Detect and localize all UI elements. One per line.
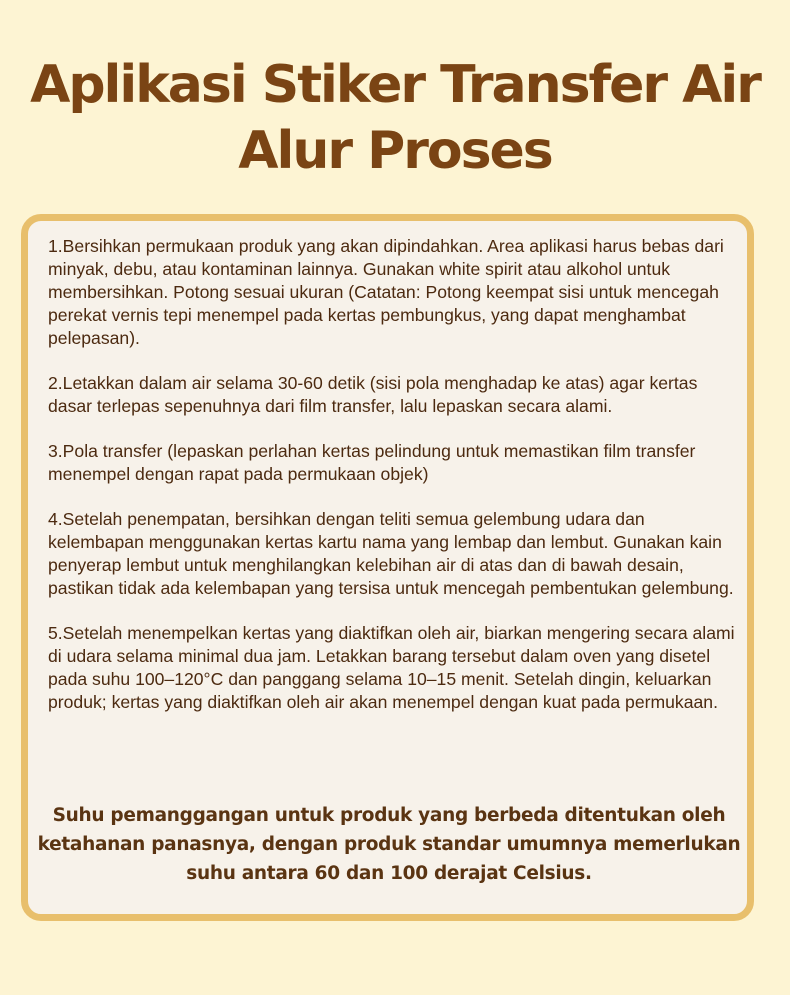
page-title xyxy=(0,52,790,184)
step-4: 4.Setelah penempatan, bersihkan dengan teliti semua gelembung udara dan kelembapan menggunakan kertas kartu nama yang lembap dan lembut. Gunakan kain penyerap lembut untuk menghilangkan kelebihan air di atas dan di bawah desain, pastikan tidak ada kelembapan yang tersisa untuk mencegah pembentukan gelembung. xyxy=(48,509,734,598)
baking-temperature-note: Suhu pemanggangan untuk produk yang berbeda ditentukan oleh ketahanan panasnya, dengan produk standar umumnya memerlukan suhu antara 60 dan 100 derajat Celsius. xyxy=(37,805,741,884)
step-2: 2.Letakkan dalam air selama 30-60 detik (sisi pola menghadap ke atas) agar kertas dasar terlepas sepenuhnya dari film transfer, lalu lepaskan secara alami. xyxy=(48,373,698,416)
instructions-card xyxy=(21,214,754,921)
step-1: 1.Bersihkan permukaan produk yang akan dipindahkan. Area aplikasi harus bebas dari minyak, debu, atau kontaminan lainnya. Gunakan white spirit atau alkohol untuk membersihkan. Potong sesuai ukuran (Catatan: Potong keempat sisi untuk mencegah perekat vernis tepi menempel pada kertas pembungkus, yang dapat menghambat pelepasan). xyxy=(48,236,724,348)
step-3: 3.Pola transfer (lepaskan perlahan kertas pelindung untuk memastikan film transfer menempel dengan rapat pada permukaan objek) xyxy=(48,441,696,484)
page-title-line-1: Aplikasi Stiker Transfer Air xyxy=(30,55,760,115)
step-5: 5.Setelah menempelkan kertas yang diaktifkan oleh air, biarkan mengering secara alami di udara selama minimal dua jam. Letakkan barang tersebut dalam oven yang disetel pada suhu 100–120°C dan panggang selama 10–15 menit. Setelah dingin, keluarkan produk; kertas yang diaktifkan oleh air akan menempel dengan kuat pada permukaan. xyxy=(48,623,735,712)
step-list xyxy=(48,235,738,736)
page-title-line-2: Alur Proses xyxy=(238,121,552,181)
